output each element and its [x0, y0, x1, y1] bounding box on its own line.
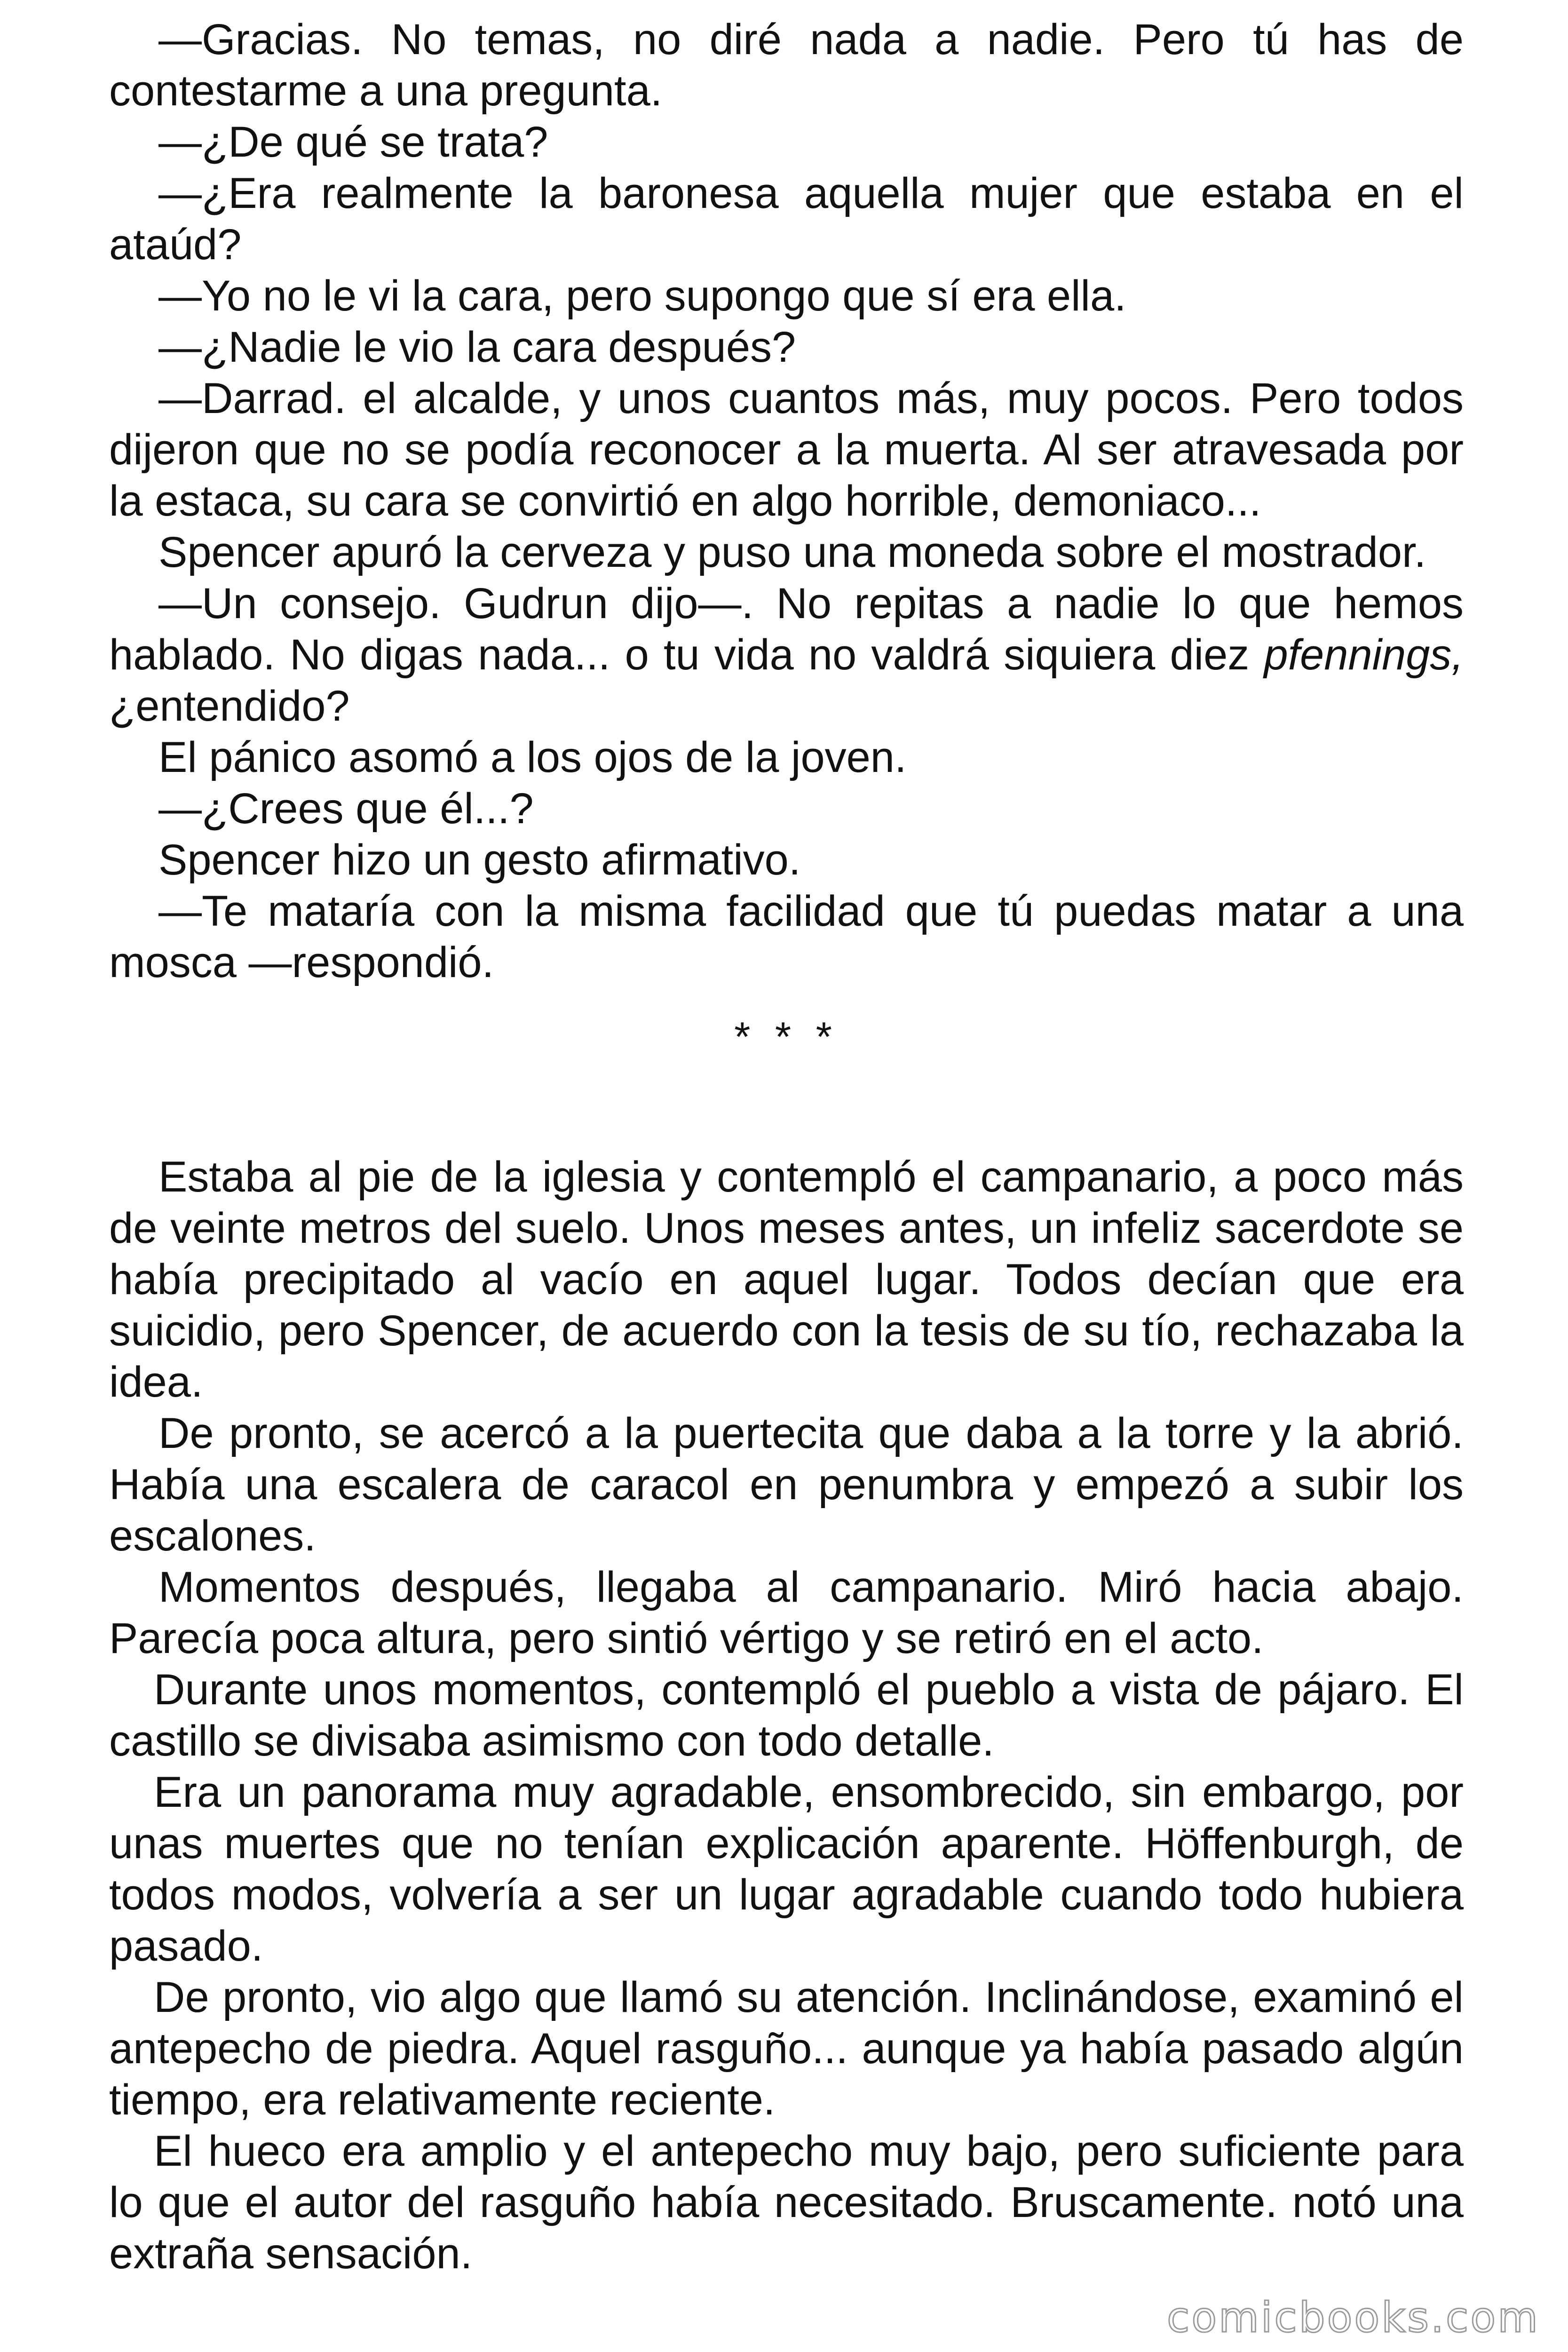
paragraph: —Darrad. el alcalde, y unos cuantos más, muy pocos. Pero todos dijeron que no se podía reconocer a la muerta. Al ser atravesada por la estaca, su cara se convirtió en algo horrible, demoniaco...	[109, 374, 1464, 525]
book-page	[109, 14, 1464, 2280]
paragraph: De pronto, se acercó a la puertecita que daba a la torre y la abrió. Había una escalera de caracol en penumbra y empezó a subir los escalones.	[109, 1409, 1464, 1560]
paragraph: Era un panorama muy agradable, ensombrecido, sin embargo, por unas muertes que no tenían explicación aparente. Höffenburgh, de todos modos, volvería a ser un lugar agradable cuando todo hubiera pasado.	[109, 1768, 1464, 1970]
paragraph: El hueco era amplio y el antepecho muy bajo, pero suficiente para lo que el autor del rasguño había necesitado. Bruscamente. notó una extraña sensación.	[109, 2127, 1464, 2278]
paragraph: —¿Crees que él...?	[158, 785, 534, 833]
paragraph: Spencer hizo un gesto afirmativo.	[158, 836, 801, 884]
paragraph: —¿Nadie le vio la cara después?	[158, 323, 796, 371]
paragraph: —Yo no le vi la cara, pero supongo que sí era ella.	[158, 272, 1126, 320]
paragraph-text: ¿entendido?	[109, 682, 350, 730]
paragraph: De pronto, vio algo que llamó su atención. Inclinándose, examinó el antepecho de piedra. Aquel rasguño... aunque ya había pasado algún tiempo, era relativamente reciente.	[109, 1973, 1464, 2124]
paragraph: Estaba al pie de la iglesia y contempló el campanario, a poco más de veinte metros del suelo. Unos meses antes, un infeliz sacerdote se había precipitado al vacío en aquel lugar. Todos decían que era suicidio, pero Spencer, de acuerdo con la tesis de su tío, rechazaba la idea.	[109, 1153, 1464, 1406]
paragraph: —Te mataría con la misma facilidad que tú puedas matar a una mosca —respondió.	[109, 887, 1464, 986]
paragraph: —¿De qué se trata?	[158, 118, 548, 166]
paragraph: —¿Era realmente la baronesa aquella mujer que estaba en el ataúd?	[109, 169, 1464, 269]
section-separator: * * *	[734, 1013, 839, 1060]
paragraph: Durante unos momentos, contempló el pueblo a vista de pájaro. El castillo se divisaba asimismo con todo detalle.	[109, 1666, 1464, 1765]
paragraph: El pánico asomó a los ojos de la joven.	[158, 733, 907, 781]
paragraph: Momentos después, llegaba al campanario. Miró hacia abajo. Parecía poca altura, pero sintió vértigo y se retiró en el acto.	[109, 1563, 1464, 1662]
paragraph-with-italic	[109, 578, 1464, 732]
paragraph: —Gracias. No temas, no diré nada a nadie. Pero tú has de contestarme a una pregunta.	[109, 16, 1464, 115]
paragraph: Spencer apuró la cerveza y puso una moneda sobre el mostrador.	[158, 528, 1426, 576]
watermark: comicbooks.com	[1166, 2293, 1540, 2342]
paragraph-text: —Un consejo. Gudrun dijo—. No repitas a nadie lo que hemos hablado. No digas nada... o tu vida no valdrá siquiera diez	[109, 580, 1464, 679]
italic-word: pfennings,	[1264, 631, 1464, 679]
